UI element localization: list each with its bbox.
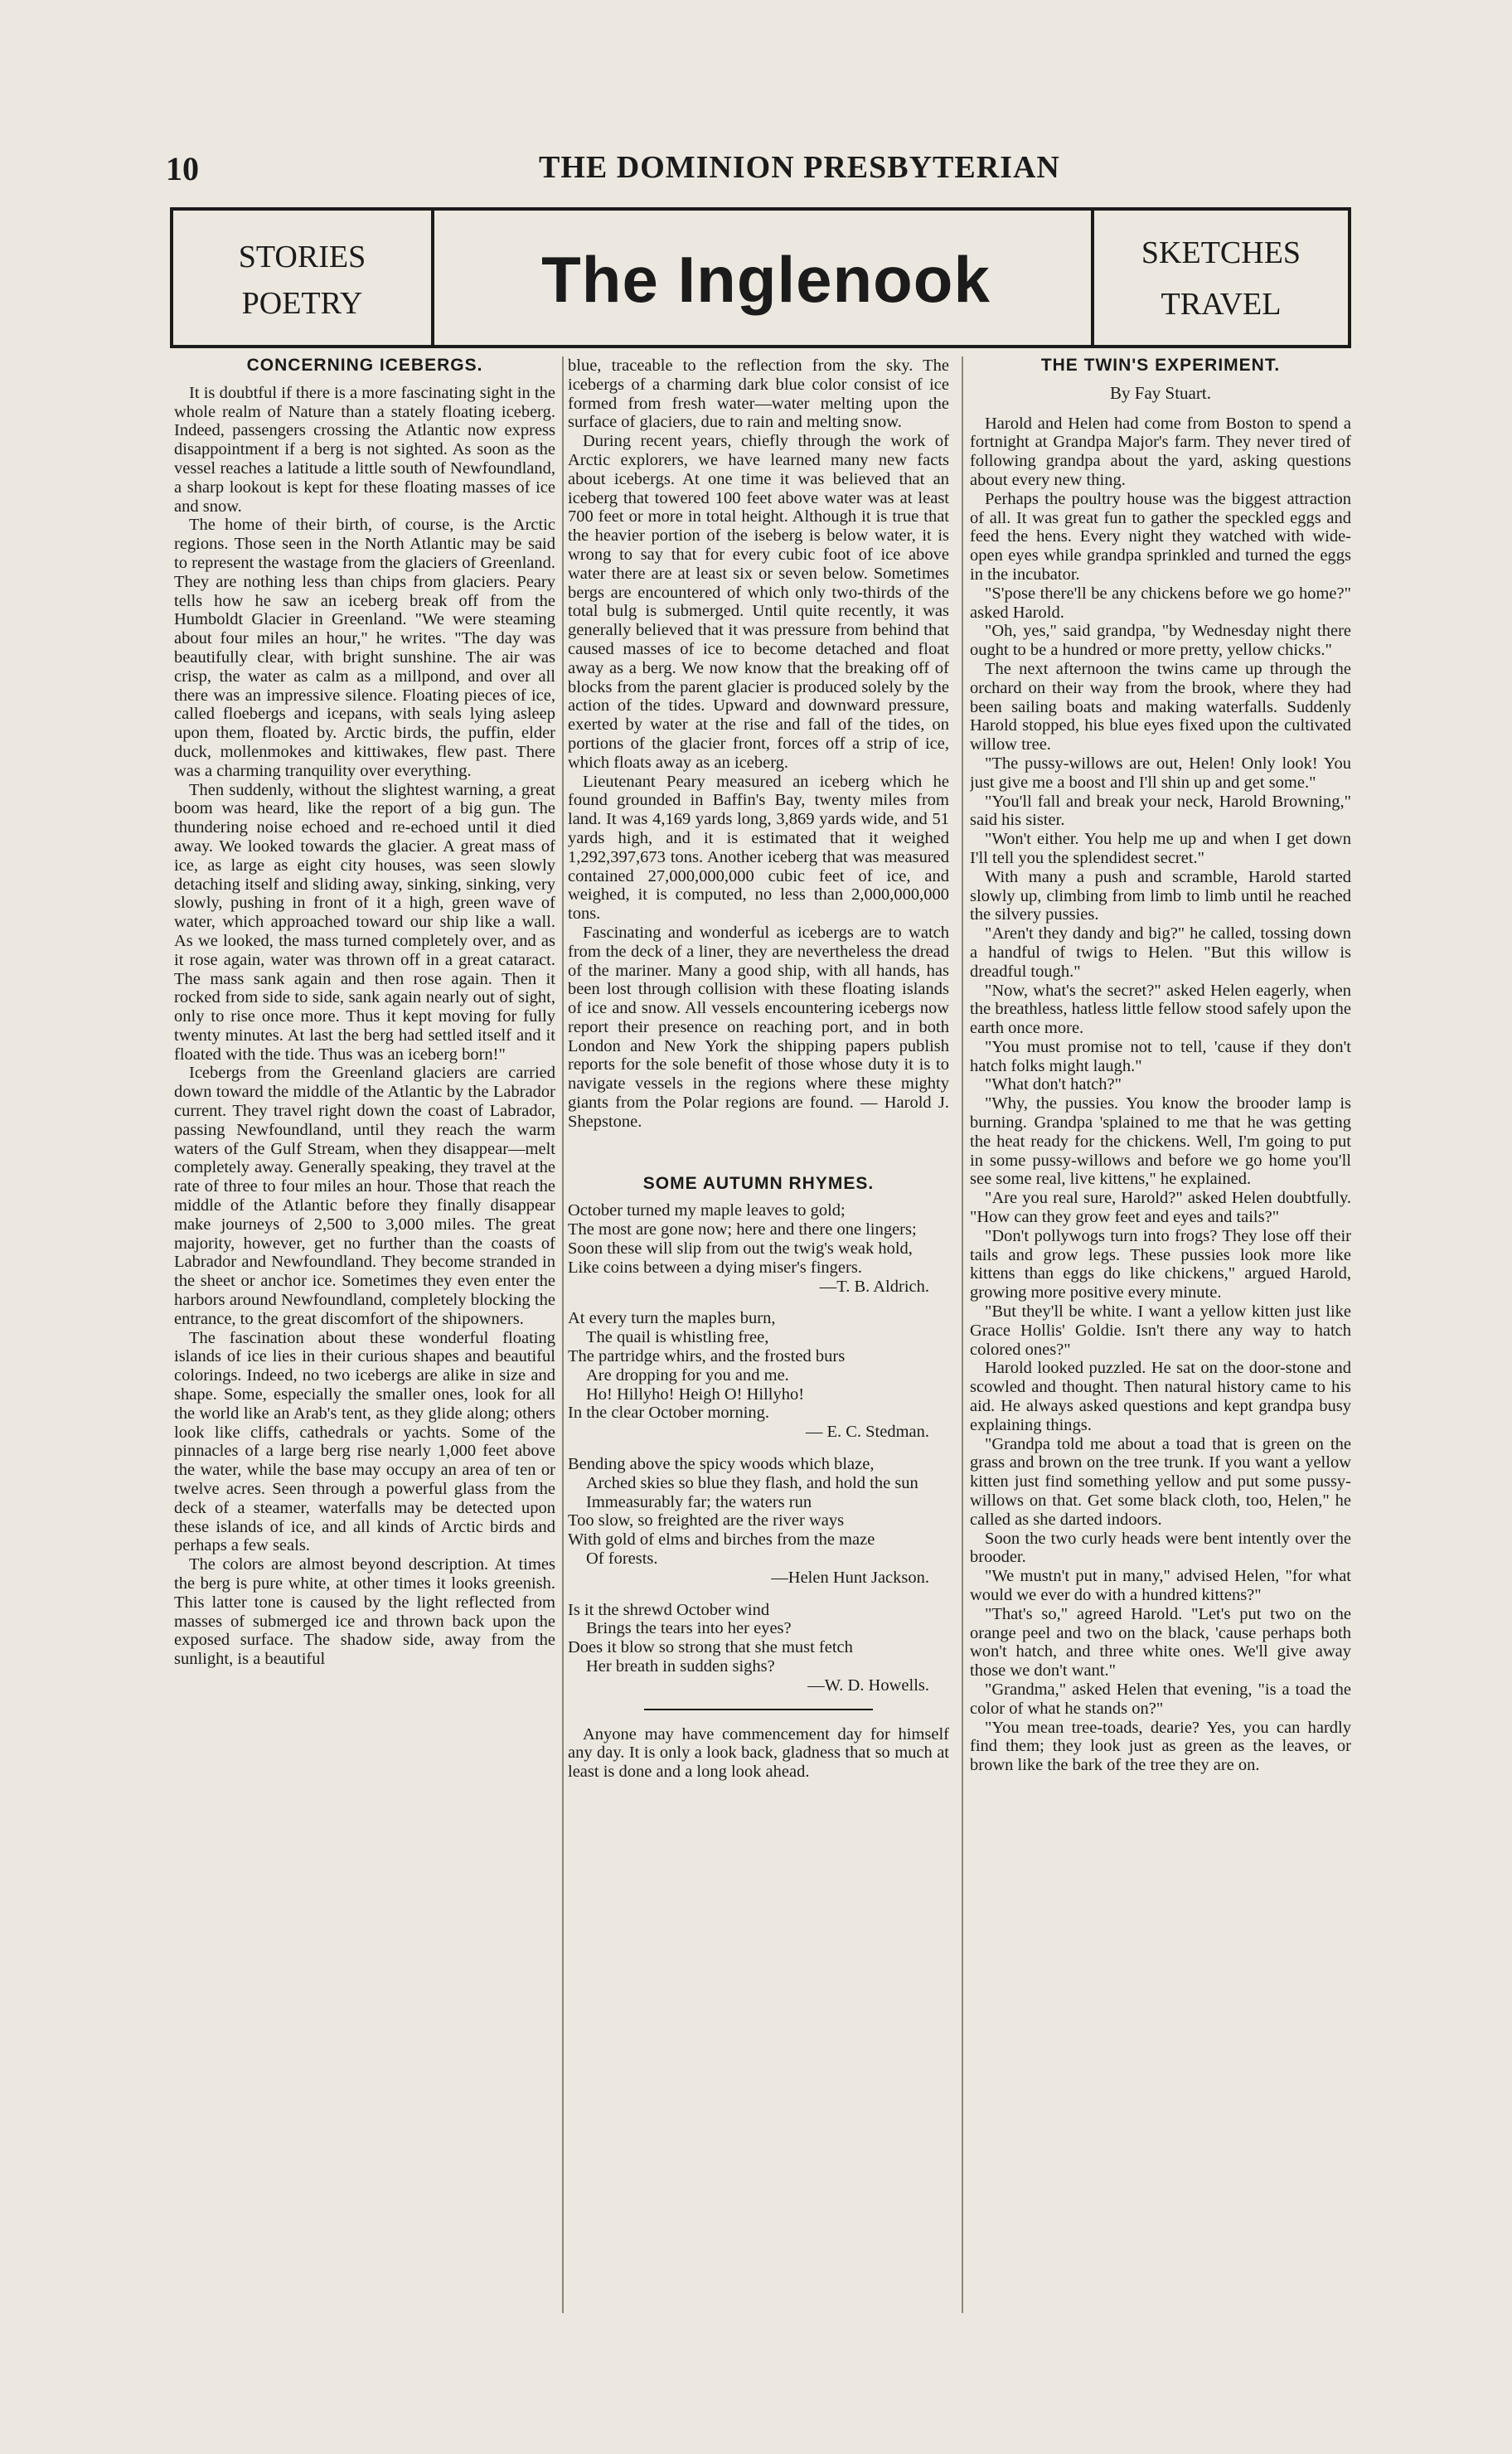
column-2 [568, 356, 949, 2379]
poem-block [568, 1201, 949, 1695]
poem-stanza [568, 1455, 949, 1588]
article-paragraph: Fascinating and wonderful as icebergs are to watch from the deck of a liner, they are nevertheless the dread of the mariner. Many a good ship, with all hands, has been lost through collision with these floating islands of ice and snow. All vessels encountering icebergs now report their presence on reaching port, and in both London and New York the shipping papers publish reports for the sole benefit of those whose duty it is to navigate vessels in the regions where these mighty giants from the Polar regions are found. — Harold J. Shepstone. [568, 923, 949, 1131]
poem-line: At every turn the maples burn, [568, 1309, 776, 1328]
poem-line: The partridge whirs, and the frosted burs [568, 1347, 846, 1366]
article-byline: By Fay Stuart. [1110, 382, 1211, 403]
article-paragraph: blue, traceable to the reflection from the sky. The icebergs of a charming dark blue color consist of ice formed from fresh water—water melting upon the surface of glaciers, due to rain and melting snow. [568, 356, 949, 432]
masthead-box [170, 207, 1351, 348]
divider-rule [644, 1709, 873, 1710]
story-paragraph: "The pussy-willows are out, Helen! Only look! You just give me a boost and I'll shin up and get some." [970, 754, 1351, 792]
poem-author: —W. D. Howells. [807, 1676, 929, 1695]
article-paragraph: During recent years, chiefly through the work of Arctic explorers, we have learned many new facts about icebergs. At one time it was believed that an iceberg that towered 100 feet above water was at least 700 feet or more in total height. Although it is true that the heavier portion of the iseberg is below water, it is wrong to say that for every cubic foot of ice above water there are at least six or seven below. Sometimes bergs are encountered of which only two-thirds of the total bulg is submerged. Until quite recently, it was generally believed that it was pressure from behind that caused masses of ice to become detached and float away as a berg. We now know that the breaking off of blocks from the parent glacier is produced solely by the action of the tides. Upward and downward pressure, exerted by water at the rise and fall of the tides, on portions of the glacier front, forces off a strip of ice, which floats away as an iceberg. [568, 432, 949, 772]
column-1 [174, 356, 555, 2379]
story-paragraph: "Aren't they dandy and big?" he called, tossing down a handful of twigs to Helen. "But this willow is dreadful tough." [970, 924, 1351, 981]
article-paragraph: Lieutenant Peary measured an iceberg which he found grounded in Baffin's Bay, twenty miles from land. It was 4,169 yards long, 3,869 yards wide, and 51 yards high, and it is estimated that it weighed 1,292,397,673 tons. Another iceberg that was measured contained 27,000,000,000 cubic feet of ice, and weighed, it is computed, no less than 2,000,000,000 tons. [568, 772, 949, 924]
poem-line: October turned my maple leaves to gold; [568, 1201, 846, 1220]
article-paragraph: Icebergs from the Greenland glaciers are carried down toward the middle of the Atlantic by the Labrador current. They travel right down the coast of Labrador, passing Newfoundland, until they reach the warm waters of the Gulf Stream, when they disappear—melt completely away. Generally speaking, they travel at the rate of three to four miles an hour. Those that reach the middle of the Atlantic before they finally disappear make journeys of 2,500 to 3,000 miles. The great majority, however, get no further than the coasts of Labrador and Newfoundland. They become stranded in the sheet or anchor ice. Sometimes they even enter the harbors around Newfoundland, completely blocking the entrance, to the great discomfort of the shipowners. [174, 1064, 555, 1328]
poem-line: Ho! Hillyho! Heigh O! Hillyho! [586, 1385, 805, 1404]
story-paragraph: "Don't pollywogs turn into frogs? They lose off their tails and grow legs. These pussies look more like kittens than eggs do like chickens," argued Harold, growing more positive every minute. [970, 1226, 1351, 1302]
story-paragraph: "Won't either. You help me up and when I get down I'll tell you the splendidest secret." [970, 830, 1351, 867]
article-paragraph: The fascination about these wonderful floating islands of ice lies in their curious shapes and beautiful colorings. Indeed, no two icebergs are alike in size and shape. Some, especially the smaller ones, look for all the world like an Arab's tent, as they glide along; others look like cliffs, cathedrals or yachts. Some of the pinnacles of a large berg rise nearly 1,000 feet above the water, while the base may occupy an area of ten or twelve acres. Seen through a powerful glass from the deck of a steamer, waterfalls may be detected upon these islands of ice, and all kinds of Arctic birds and perhaps a few seals. [174, 1328, 555, 1555]
story-paragraph: With many a push and scramble, Harold started slowly up, climbing from limb to limb until he reached the silvery pussies. [970, 867, 1351, 924]
story-paragraph: Soon the two curly heads were bent intently over the brooder. [970, 1529, 1351, 1567]
story-paragraph: "But they'll be white. I want a yellow kitten just like Grace Hollis' Goldie. Isn't there any way to hatch colored ones?" [970, 1302, 1351, 1359]
article-paragraph: It is doubtful if there is a more fascinating sight in the whole realm of Nature than a stately floating iceberg. Indeed, passengers crossing the Atlantic now express disappointment if a berg is not sighted. As soon as the vessel reaches a latitude a little south of Newfoundland, a sharp lookout is kept for these floating masses of ice and snow. [174, 383, 555, 516]
poem-line: Does it blow so strong that she must fetch [568, 1638, 853, 1657]
story-paragraph: Harold and Helen had come from Boston to spend a fortnight at Grandpa Major's farm. They never tired of following grandpa about the yard, asking questions about every new thing. [970, 414, 1351, 489]
poem-line: In the clear October morning. [568, 1404, 770, 1423]
poem-line: Her breath in sudden sighs? [586, 1657, 775, 1676]
poem-line: Too slow, so freighted are the river ways [568, 1511, 845, 1530]
story-paragraph: "What don't hatch?" [985, 1075, 1122, 1094]
running-header [166, 149, 1393, 199]
poem-author: —Helen Hunt Jackson. [771, 1568, 929, 1587]
story-paragraph: "You must promise not to tell, 'cause if they don't hatch folks might laugh." [970, 1037, 1351, 1075]
masthead-travel: TRAVEL [1161, 287, 1282, 322]
story-paragraph: "Grandma," asked Helen that evening, "is a toad the color of what he stands on?" [970, 1680, 1351, 1718]
article-paragraph: The colors are almost beyond description. At times the berg is pure white, at other times it looks greenish. This latter tone is caused by the light reflected from masses of submerged ice and thrown back upon the exposed surface. The shadow side, away from the sunlight, is a beautiful [174, 1555, 555, 1669]
story-paragraph: "You mean tree-toads, dearie? Yes, you can hardly find them; they look just as green as the leaves, or brown like the bark of the tree they are on. [970, 1718, 1351, 1775]
article-title-icebergs: CONCERNING ICEBERGS. [246, 356, 483, 375]
masthead-stories: STORIES [238, 240, 366, 274]
article-paragraph: Then suddenly, without the slightest warning, a great boom was heard, like the report of a big gun. The thundering noise echoed and re-echoed until it died away. We looked towards the glacier. A great mass of ice, as large as eight city houses, was seen slowly detaching itself and sliding away, sinking, sinking, very slowly, pushing in front of it a high, green wave of water, which approached toward our ship like a wall. As we looked, the mass turned completely over, and as it rose again, water was thrown off in a great cataract. The mass sank again and then rose again. Then it rocked from side to side, sank again nearly out of sight, only to rise once more. Thus it kept moving for fully twenty minutes. At last the berg had settled itself and it floated with the tide. Thus was an iceberg born!" [174, 780, 555, 1064]
masthead-sketches: SKETCHES [1141, 235, 1301, 270]
masthead-right [1091, 211, 1348, 345]
story-paragraph: "You'll fall and break your neck, Harold Browning," said his sister. [970, 792, 1351, 830]
poem-line: The most are gone now; here and there one lingers; [568, 1220, 917, 1239]
poem-line: With gold of elms and birches from the maze [568, 1530, 875, 1550]
poem-line: Brings the tears into her eyes? [586, 1619, 792, 1638]
poem-line: Immeasurably far; the waters run [586, 1492, 812, 1511]
story-paragraph: "S'pose there'll be any chickens before we go home?" asked Harold. [970, 584, 1351, 622]
masthead-left [173, 211, 434, 345]
poem-author: —T. B. Aldrich. [819, 1277, 929, 1296]
article-title-twins: THE TWIN'S EXPERIMENT. [1040, 356, 1281, 375]
column-rule [962, 356, 963, 2313]
column-3 [970, 356, 1351, 2379]
poem-line: Bending above the spicy woods which blaze, [568, 1455, 875, 1474]
poem-line: Are dropping for you and me. [586, 1365, 789, 1385]
closing-paragraph: Anyone may have commencement day for himself any day. It is only a look back, gladness that so much at least is done and a long look ahead. [568, 1724, 949, 1782]
publication-title: THE DOMINION PRESBYTERIAN [539, 150, 1060, 185]
poem-line: Soon these will slip from out the twig's weak hold, [568, 1239, 913, 1259]
poem-line: Is it the shrewd October wind [568, 1600, 770, 1619]
column-rule [562, 356, 564, 2313]
story-paragraph: "Are you real sure, Harold?" asked Helen doubtfully. "How can they grow feet and eyes and tails?" [970, 1189, 1351, 1227]
story-paragraph: Perhaps the poultry house was the biggest attraction of all. It was great fun to gather the speckled eggs and feed the hens. Every night they watched with wide-open eyes while grandpa sprinkled and turned the eggs in the incubator. [970, 489, 1351, 584]
story-paragraph: "Now, what's the secret?" asked Helen eagerly, when the breathless, hatless little fellow stood safely upon the earth once more. [970, 981, 1351, 1038]
page-number: 10 [166, 150, 199, 187]
poem-stanza [568, 1309, 949, 1442]
story-paragraph: The next afternoon the twins came up through the orchard on their way from the brook, where they had been sailing boats and making waterfalls. Suddenly Harold stopped, his blue eyes fixed upon the cultivated willow tree. [970, 659, 1351, 754]
story-paragraph: "Why, the pussies. You know the brooder lamp is burning. Grandpa 'splained to me that he was getting the heat ready for the chickens. Well, I'm going to put in some pussy-willows and before we go home you'll see some real, live kittens," he explained. [970, 1094, 1351, 1189]
story-paragraph: "Grandpa told me about a toad that is green on the grass and brown on the tree trunk. If you want a yellow kitten just find something yellow and put some pussy-willows on that. Get some black cloth, too, Helen," he called as she darted indoors. [970, 1434, 1351, 1529]
poem-author: — E. C. Stedman. [805, 1423, 929, 1442]
story-paragraph: Harold looked puzzled. He sat on the door-stone and scowled and thought. Then natural history came to his aid. He always asked questions and kept grandpa busy explaining things. [970, 1359, 1351, 1434]
section-title: The Inglenook [541, 243, 991, 316]
poem-line: Like coins between a dying miser's fingers. [568, 1258, 862, 1277]
poem-stanza [568, 1201, 949, 1296]
poem-line: Of forests. [586, 1550, 658, 1569]
article-title-rhymes: SOME AUTUMN RHYMES. [642, 1173, 875, 1193]
poem-stanza [568, 1601, 949, 1695]
poem-line: Arched skies so blue they flash, and hold the sun [586, 1473, 918, 1492]
story-paragraph: "Oh, yes," said grandpa, "by Wednesday night there ought to be a hundred or more pretty, yellow chicks." [970, 622, 1351, 660]
masthead-poetry: POETRY [241, 286, 363, 321]
article-paragraph: The home of their birth, of course, is the Arctic regions. Those seen in the North Atlantic may be said to represent the wastage from the glaciers of Greenland. They are nothing less than chips from glaciers. Peary tells how he saw an iceberg break off from the Humboldt Glacier in Greenland. "We were steaming about four miles an hour," he writes. "The day was beautifully clear, with bright sunshine. The air was crisp, the water as calm as a millpond, and over all there was an impressive silence. Floating pieces of ice, called floebergs and icepans, with seals lying asleep upon them, floated by. Arctic birds, the puffin, elder duck, mollenmokes and kittiwakes, flew past. There was a charming tranquility over everything. [174, 516, 555, 780]
poem-line: The quail is whistling free, [586, 1328, 769, 1347]
story-paragraph: "We mustn't put in many," advised Helen, "for what would we ever do with a hundred kittens?" [970, 1567, 1351, 1604]
story-paragraph: "That's so," agreed Harold. "Let's put two on the orange peel and two on the black, 'cause perhaps both won't hatch, and three white ones. We'll give away those we don't want." [970, 1604, 1351, 1680]
